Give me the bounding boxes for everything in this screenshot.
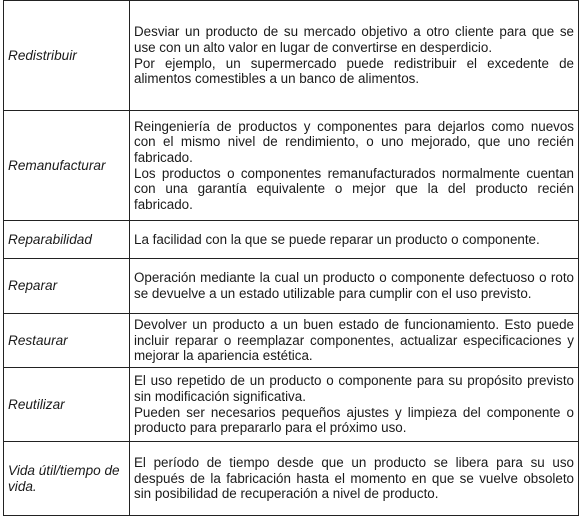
term-cell: Reparar <box>4 259 130 314</box>
definition-cell <box>130 368 579 442</box>
definition-paragraph: El período de tiempo desde que un producto se libera para su uso después de la fabricación hasta el momento en que se vuelve obsoleto sin posibilidad de recuperación a nivel de producto. <box>134 455 574 502</box>
table-row <box>4 111 579 221</box>
term-cell: Remanufacturar <box>4 111 130 221</box>
glossary-table <box>3 0 579 516</box>
definition-cell <box>130 259 579 314</box>
definition-paragraph: Operación mediante la cual un producto o componente defectuoso o roto se devuelve a un estado utilizable para cumplir con el uso previsto. <box>134 270 574 301</box>
definition-paragraph: Los productos o componentes remanufacturados normalmente cuentan con una garantía equivalente o mejor que la del producto recién fabricado. <box>134 165 574 212</box>
term-cell: Restaurar <box>4 314 130 368</box>
table-row <box>4 442 579 516</box>
definition-paragraph: Por ejemplo, un supermercado puede redistribuir el excedente de alimentos comestibles a un banco de alimentos. <box>134 55 574 87</box>
table-row <box>4 221 579 259</box>
table-row <box>4 259 579 314</box>
table-row <box>4 314 579 368</box>
definition-cell <box>130 221 579 259</box>
definition-cell <box>130 111 579 221</box>
term-cell: Reutilizar <box>4 368 130 442</box>
definition-paragraph: Desviar un producto de su mercado objetivo a otro cliente para que se use con un alto valor en lugar de convertirse en desperdicio. <box>134 24 574 55</box>
definition-paragraph: Pueden ser necesarios pequeños ajustes y limpieza del componente o producto para prepararlo para el próximo uso. <box>134 404 574 436</box>
table-row <box>4 1 579 111</box>
definition-cell <box>130 314 579 368</box>
term-cell: Redistribuir <box>4 1 130 111</box>
definition-cell <box>130 442 579 516</box>
term-cell: Vida útil/tiempo de vida. <box>4 442 130 516</box>
definition-cell <box>130 1 579 111</box>
definition-paragraph: El uso repetido de un producto o componente para su propósito previsto sin modificación significativa. <box>134 373 574 404</box>
term-cell: Reparabilidad <box>4 221 130 259</box>
definition-paragraph: Devolver un producto a un buen estado de funcionamiento. Esto puede incluir reparar o reemplazar componentes, actualizar especificaciones y mejorar la apariencia estética. <box>134 317 574 364</box>
table-row <box>4 368 579 442</box>
definition-paragraph: Reingeniería de productos y componentes para dejarlos como nuevos con el mismo nivel de rendimiento, o uno mejorado, que uno recién fabricado. <box>134 118 574 165</box>
definition-paragraph: La facilidad con la que se puede reparar un producto o componente. <box>134 231 540 247</box>
